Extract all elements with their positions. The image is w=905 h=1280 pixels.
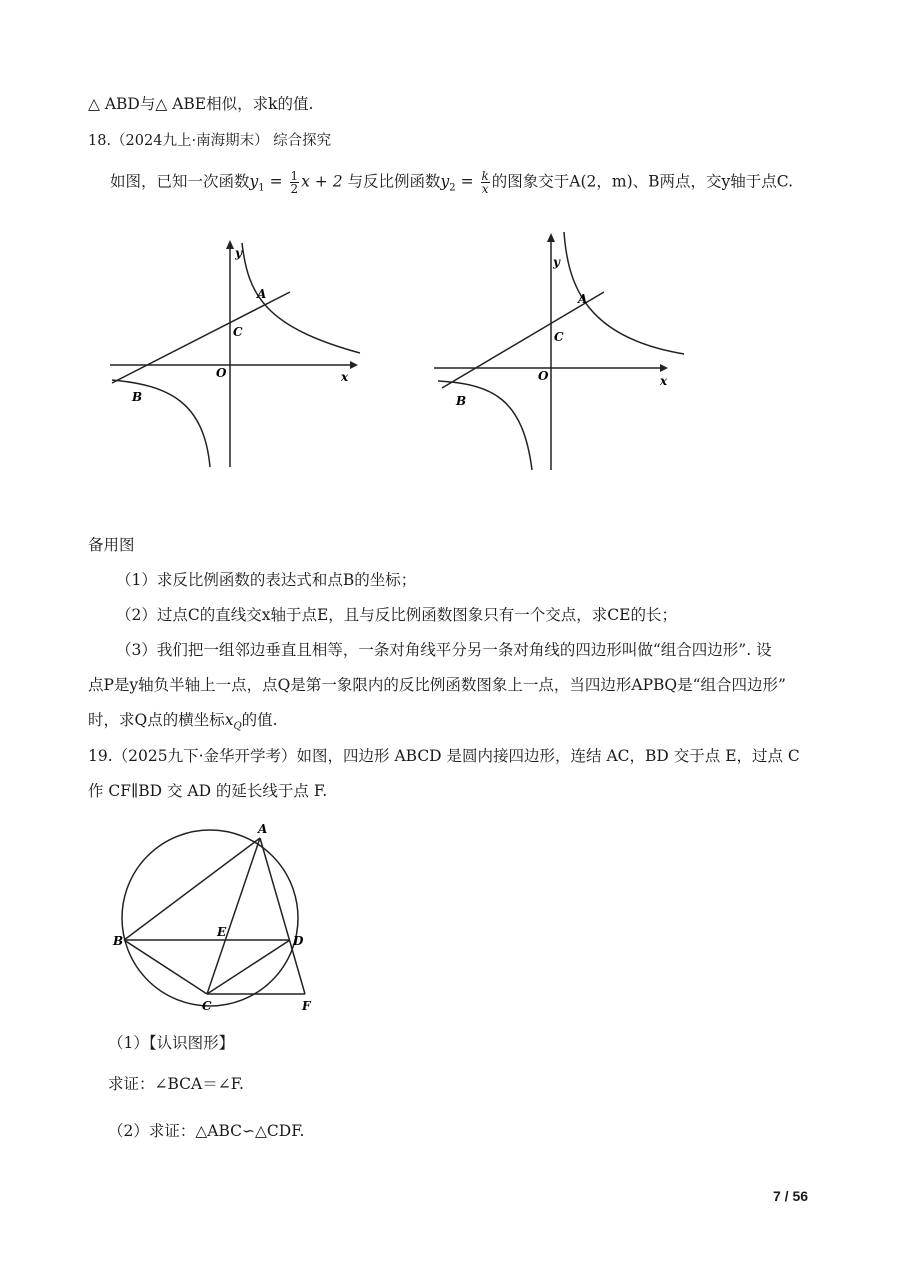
circumcircle (122, 830, 298, 1006)
hyperbola-branch-q3 (438, 381, 532, 470)
q18-stem-c: 的图象交于A(2，m)、B两点，交y轴于点C. (491, 172, 794, 191)
label-a: A (257, 287, 267, 301)
fraction-k-num: k (481, 169, 489, 183)
fraction-half (290, 170, 300, 195)
label-c: C (554, 330, 564, 344)
label-c: C (233, 325, 243, 339)
prev-question-tail: △ ABD与△ ABE相似，求k的值. (88, 95, 314, 113)
q19-part-1-proof: 求证：∠BCA＝∠F. (108, 1075, 244, 1093)
label-f: F (302, 999, 311, 1013)
label-a: A (258, 822, 268, 836)
q18-part-1: （1）求反比例函数的表达式和点B的坐标； (116, 571, 417, 589)
y-axis-arrow (547, 233, 555, 242)
q18-part-3-line-3 (88, 709, 278, 738)
q18-figure-main (100, 235, 375, 475)
spare-figure-caption: 备用图 (88, 536, 135, 554)
label-x: x (341, 370, 349, 384)
q18-part-3-line-3b: 的值. (241, 711, 278, 729)
hyperbola-branch-q3 (112, 380, 210, 467)
y1-subscript: 1 (258, 182, 265, 194)
q18-stem-a: 如图，已知一次函数 (110, 172, 250, 191)
y1-rhs: x + 2 (301, 172, 343, 191)
equals-2: = (455, 172, 479, 191)
y-axis-arrow (226, 240, 234, 249)
q18-header: 18.（2024九上·南海期末） 综合探究 (88, 133, 332, 149)
segment-ac (207, 838, 260, 994)
y1-symbol: y (249, 172, 259, 191)
label-y: y (235, 246, 242, 260)
q18-part-2: （2）过点C的直线交x轴于点E，且与反比例函数图象只有一个交点，求CE的长； (116, 606, 677, 624)
x-axis-arrow (660, 364, 668, 372)
q19-stem-line-1: 19.（2025九下·金华开学考）如图，四边形 ABCD 是圆内接四边形，连结 AC，BD 交于点 E，过点 C (88, 747, 800, 765)
segment-ab (124, 838, 260, 940)
label-b: B (132, 390, 143, 404)
q18-figure-spare (428, 228, 703, 478)
label-d: D (293, 934, 304, 948)
label-b: B (456, 394, 467, 408)
label-e: E (217, 925, 227, 939)
label-x: x (660, 374, 668, 388)
label-y: y (553, 255, 560, 269)
label-c: C (202, 999, 212, 1013)
xq-symbol: x (224, 711, 234, 729)
xq-subscript: Q (233, 721, 242, 733)
x-axis-arrow (350, 361, 358, 369)
page-number: 7 / 56 (773, 1188, 809, 1204)
fraction-half-den: 2 (290, 182, 299, 196)
q18-stem-b: 与反比例函数 (342, 172, 441, 191)
label-o: O (538, 369, 549, 383)
q19-stem-line-2: 作 CF∥BD 交 AD 的延长线于点 F. (88, 782, 328, 800)
line-y1 (442, 292, 604, 388)
q19-part-2: （2）求证：△ABC∽△CDF. (108, 1122, 305, 1140)
fraction-half-num: 1 (290, 169, 299, 183)
q18-part-3-line-1: （3）我们把一组邻边垂直且相等，一条对角线平分另一条对角线的四边形叫做“组合四边形”. 设 (116, 641, 772, 659)
fraction-k-den: x (481, 182, 489, 196)
equals-1: = (264, 172, 288, 191)
label-b: B (113, 934, 124, 948)
fraction-k-over-x (481, 170, 490, 195)
label-o: O (216, 366, 227, 380)
q19-figure-circle (110, 818, 335, 1023)
segment-cd (207, 940, 290, 994)
q18-stem (110, 170, 793, 204)
q18-part-3-line-3a: 时，求Q点的横坐标 (88, 711, 225, 729)
q19-part-1-title: （1）【认识图形】 (108, 1034, 235, 1052)
y2-symbol: y (440, 172, 450, 191)
label-a: A (578, 292, 588, 306)
line-y1 (112, 292, 290, 383)
y2-subscript: 2 (449, 182, 456, 194)
q18-part-3-line-2: 点P是y轴负半轴上一点，点Q是第一象限内的反比例函数图象上一点，当四边形APBQ是“组合四边形” (88, 676, 786, 694)
